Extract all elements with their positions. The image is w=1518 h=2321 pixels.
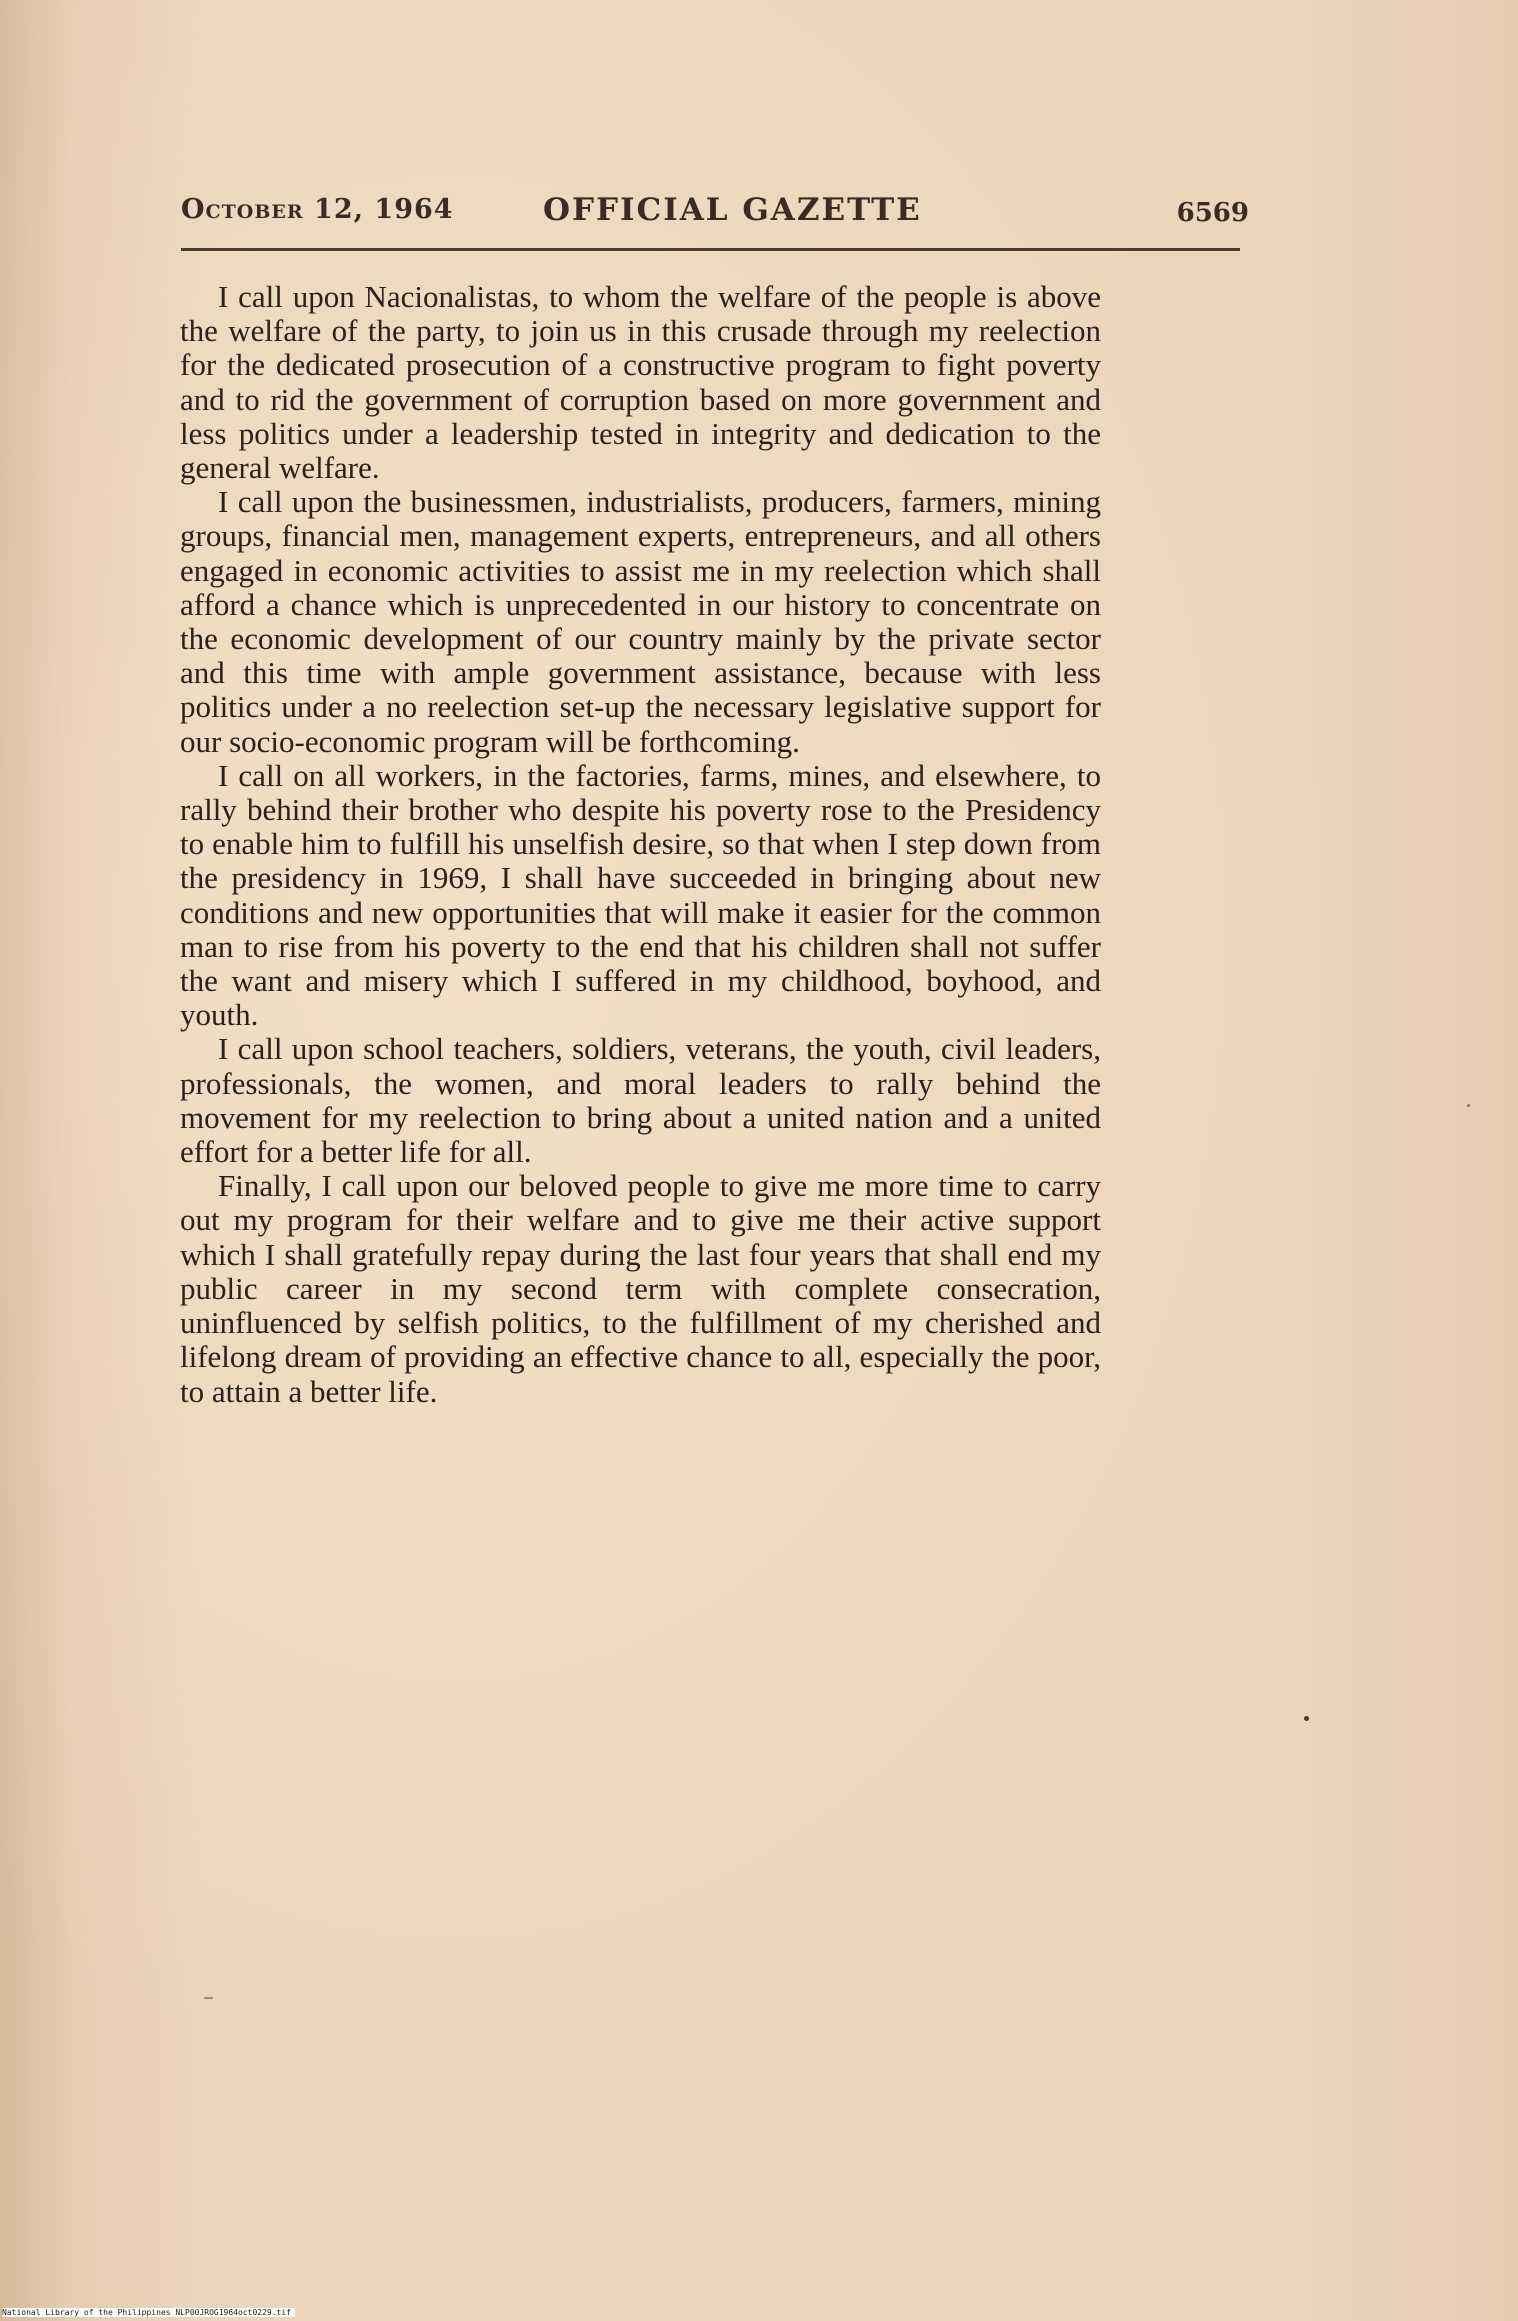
header-title: OFFICIAL GAZETTE <box>543 192 922 228</box>
paper-speck <box>204 1997 213 1999</box>
running-header <box>181 194 1249 234</box>
paper-speck <box>1304 1716 1309 1721</box>
header-rule <box>181 248 1240 251</box>
paragraph-teachers: I call upon school teachers, soldiers, veterans, the youth, civil leaders, professionals, the women, and moral leaders to rally behind the movement for my reelection to bring about a united nation and a united effort for a better life for all. <box>180 1031 1101 1170</box>
scan-credit: National Library of the Philippines NLP00JROG1964oct0229.tif <box>2 2308 295 2317</box>
page-number: 6569 <box>1176 198 1249 228</box>
paragraph-businessmen: I call upon the businessmen, industrialists, producers, farmers, mining groups, financial men, management experts, entrepreneurs, and all others engaged in economic activities to assist me in my reelection which shall afford a chance which is unprecedented in our history to concentrate on the economic development of our country mainly by the private sector and this time with ample government assistance, because with less politics under a no reelection set-up the necessary legislative support for our socio-economic program will be forthcoming. <box>180 484 1101 759</box>
body-text <box>180 280 1101 1409</box>
paragraph-nacionalistas: I call upon Nacionalistas, to whom the welfare of the people is above the welfare of the party, to join us in this crusade through my reelection for the dedicated prosecution of a constructive program to fight poverty and to rid the government of corruption based on more government and less politics under a leadership tested in integrity and dedication to the general welfare. <box>180 279 1101 486</box>
paragraph-finally: Finally, I call upon our beloved people to give me more time to carry out my program for their welfare and to give me their active support which I shall gratefully repay during the last four years that shall end my public career in my second term with complete consecration, uninfluenced by selfish politics, to the fulfillment of my cherished and lifelong dream of providing an effective chance to all, especially the poor, to attain a better life. <box>180 1168 1101 1409</box>
paragraph-workers: I call on all workers, in the factories, farms, mines, and elsewhere, to rally behind their brother who despite his poverty rose to the Presidency to enable him to fulfill his unselfish desire, so that when I step down from the presidency in 1969, I shall have succeeded in bringing about new conditions and new opportunities that will make it easier for the common man to rise from his poverty to the end that his children shall not suffer the want and misery which I suffered in my childhood, boyhood, and youth. <box>180 757 1101 1033</box>
header-date: October 12, 1964 <box>181 194 454 225</box>
paper-speck <box>1467 1104 1470 1107</box>
